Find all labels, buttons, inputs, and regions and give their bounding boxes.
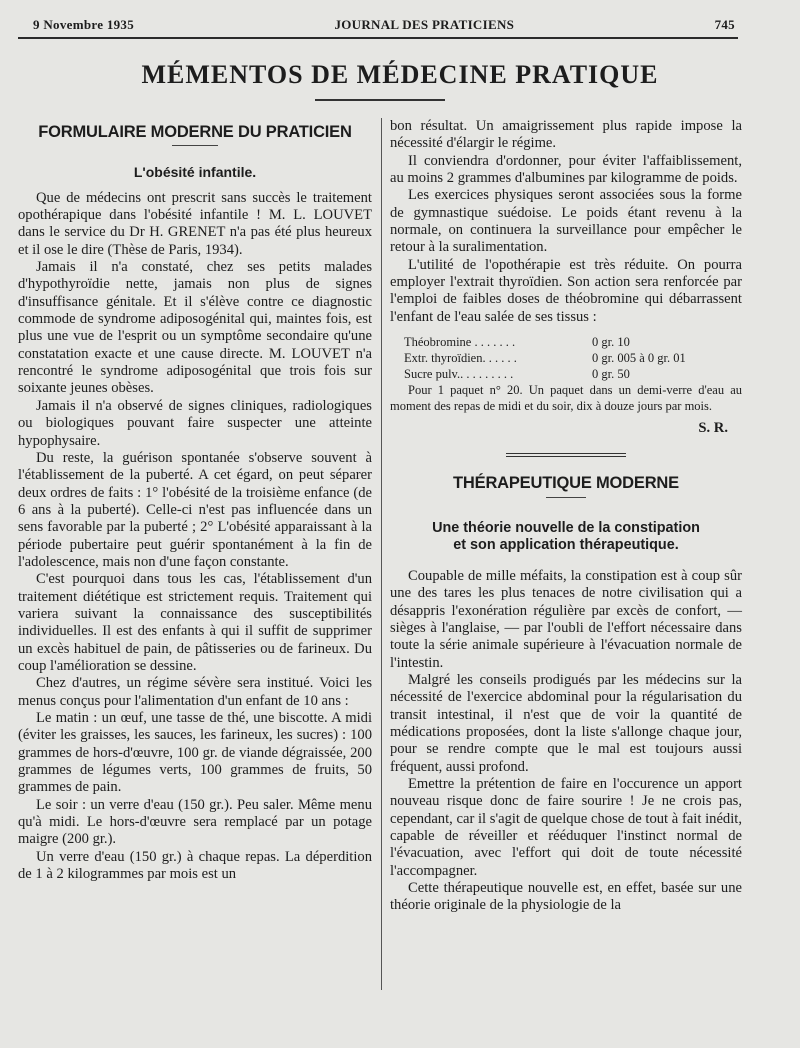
section-title-formulaire: FORMULAIRE MODERNE DU PRATICIEN xyxy=(38,123,352,141)
formula-ingredient: Extr. thyroïdien. . . . . . xyxy=(404,351,517,366)
formula-dose: 0 gr. 50 xyxy=(592,367,630,382)
column-divider xyxy=(381,118,382,990)
section-title-therapeutique: THÉRAPEUTIQUE MODERNE xyxy=(453,474,679,493)
paragraph: Cette thérapeutique nouvelle est, en effet, basée sur une théorie originale de la physiologie de la xyxy=(390,880,742,914)
page-title: MÉMENTOS DE MÉDECINE PRATIQUE xyxy=(141,60,659,89)
header-rule xyxy=(18,37,738,39)
paragraph: Chez d'autres, un régime sévère sera institué. Voici les menus conçus pour l'alimentation d'un enfant de 10 ans : xyxy=(18,675,372,709)
section-rule xyxy=(546,497,586,498)
paragraph: Emettre la prétention de faire en l'occurence un apport nouveau risque donc de faire sourire ! Je ne crois pas, cependant, car il s'agit de quelque chose de tout à fait inédit, capable de réveiller et rééduquer l'instinct normal de l'évacuation, avec l'effort qui doit de toute nécessité l'accompagner. xyxy=(390,775,742,879)
paragraph: bon résultat. Un amaigrissement plus rapide impose la nécessité d'élargir le régime. xyxy=(390,118,742,152)
paragraph: L'utilité de l'opothérapie est très réduite. On pourra employer l'extrait thyroïdien. Son action sera renforcée par l'emploi de faibles doses de théobromine qui débarrassent l'enfant de l'eau salée de ses tissus : xyxy=(390,256,742,325)
author-signature: S. R. xyxy=(698,420,728,437)
formula-note: Pour 1 paquet n° 20. Un paquet dans un demi-verre d'eau au moment des repas de midi et du soir, dix à douze jours par mois. xyxy=(390,383,742,414)
article-title-line: et son application thérapeutique. xyxy=(453,536,679,553)
title-rule xyxy=(315,99,445,101)
article-title-line: Une théorie nouvelle de la constipation xyxy=(432,519,700,536)
left-column xyxy=(18,118,372,883)
article-title-constipation xyxy=(390,520,742,554)
header-page-number: 745 xyxy=(714,17,735,32)
formula-ingredient: Théobromine . . . . . . . xyxy=(404,335,516,350)
paragraph: Malgré les conseils prodigués par les médecins sur la nécessité de l'exercice abdominal pour la régularisation du transit intestinal, il n'est que de voir la quantité de médications proposées, dont la liste s'allonge chaque jour, pour se rendre compte que le mal est toujours aussi fréquent, aussi profond. xyxy=(390,671,742,775)
right-column xyxy=(390,118,742,915)
paragraph: Que de médecins ont prescrit sans succès le traitement opothérapique dans l'obésité infantile ! M. L. LOUVET dans le service du Dr H. GRENET n'a pas été plus heureux et il ose le dire (Thèse de Paris, 1934). xyxy=(18,189,372,258)
paragraph: Coupable de mille méfaits, la constipation est à coup sûr une des tares les plus tenaces de notre civilisation qui a désappris l'exonération régulière par excès de confort, — sièges à l'anglaise, — par l'oubli de l'effort nécessaire dans toute la série animale supérieure à l'évacuation normale de l'intestin. xyxy=(390,567,742,671)
paragraph: Du reste, la guérison spontanée s'observe souvent à l'établissement de la puberté. A cet égard, on peut séparer deux ordres de faits : 1° l'obésité de la troisième enfance (de 6 ans à la puberté). Celle-ci n'est pas influencée dans un sens favorable par la puberté ; 2° L'obésité apparaissant à la période pubertaire peut guérir spontanément à la fin de l'adolescence, mais non d'une façon constante. xyxy=(18,449,372,570)
paragraph: Les exercices physiques seront associées sous la forme de gymnastique suédoise. Le poids étant revenu à la normale, on continuera la surveillance pour empêcher le retour à la suralimentation. xyxy=(390,187,742,256)
paragraph: Un verre d'eau (150 gr.) à chaque repas. La déperdition de 1 à 2 kilogrammes par mois est un xyxy=(18,848,372,883)
header-date: 9 Novembre 1935 xyxy=(33,17,135,32)
formula-row xyxy=(404,334,742,350)
formula-dose: 0 gr. 10 xyxy=(592,335,630,350)
formula-ingredient: Sucre pulv.. . . . . . . . . xyxy=(404,367,514,382)
formula-row xyxy=(404,366,742,382)
article-title-obesite: L'obésité infantile. xyxy=(133,164,257,181)
paragraph: C'est pourquoi dans tous les cas, l'établissement d'un traitement diététique est strictement requis. Traitement qui variera suivant la connaissance des susceptibilités individuelles. Il est des enfants à qui il suffit de supprimer un excès habituel de pain, de pâtisseries ou de farineux. Du coup l'amélioration se dessine. xyxy=(18,571,372,674)
prescription-formula xyxy=(404,334,742,382)
section-separator xyxy=(506,453,626,457)
formula-row xyxy=(404,350,742,366)
paragraph: Jamais il n'a observé de signes cliniques, radiologiques ou biologiques pouvant faire suspecter une atteinte hypophysaire. xyxy=(18,397,372,449)
paragraph: Le soir : un verre d'eau (150 gr.). Peu saler. Même menu qu'à midi. Le hors-d'œuvre sera remplacé par un potage maigre (200 gr.). xyxy=(18,796,372,848)
paragraph: Le matin : un œuf, une tasse de thé, une biscotte. A midi (éviter les graisses, les sauces, les farineux, les sucres) : 100 grammes de hors-d'œuvre, 100 gr. de viande dégraissée, 200 grammes de légumes verts, 100 grammes de fruits, 50 grammes de pain. xyxy=(18,710,372,796)
paragraph: Il conviendra d'ordonner, pour éviter l'affaiblissement, au moins 2 grammes d'albumines par kilogramme de poids. xyxy=(390,152,742,187)
header-journal: JOURNAL DES PRATICIENS xyxy=(334,17,515,32)
section-rule xyxy=(172,145,218,146)
formula-dose: 0 gr. 005 à 0 gr. 01 xyxy=(592,351,686,366)
running-header xyxy=(33,14,735,36)
paragraph: Jamais il n'a constaté, chez ses petits malades d'hypothyroïdie nette, jamais non plus de signes d'insuffisance génitale. Et il s'élève contre ce diagnostic commode de syndrome adiposogénital qui, maintes fois, est plus une vue de l'esprit ou un symptôme secondaire qu'une constatation exacte et une cause directe. M. LOUVET n'a rencontré le syndrome adiposogénital que trois fois sur soixante jeunes obèses. xyxy=(18,259,372,397)
